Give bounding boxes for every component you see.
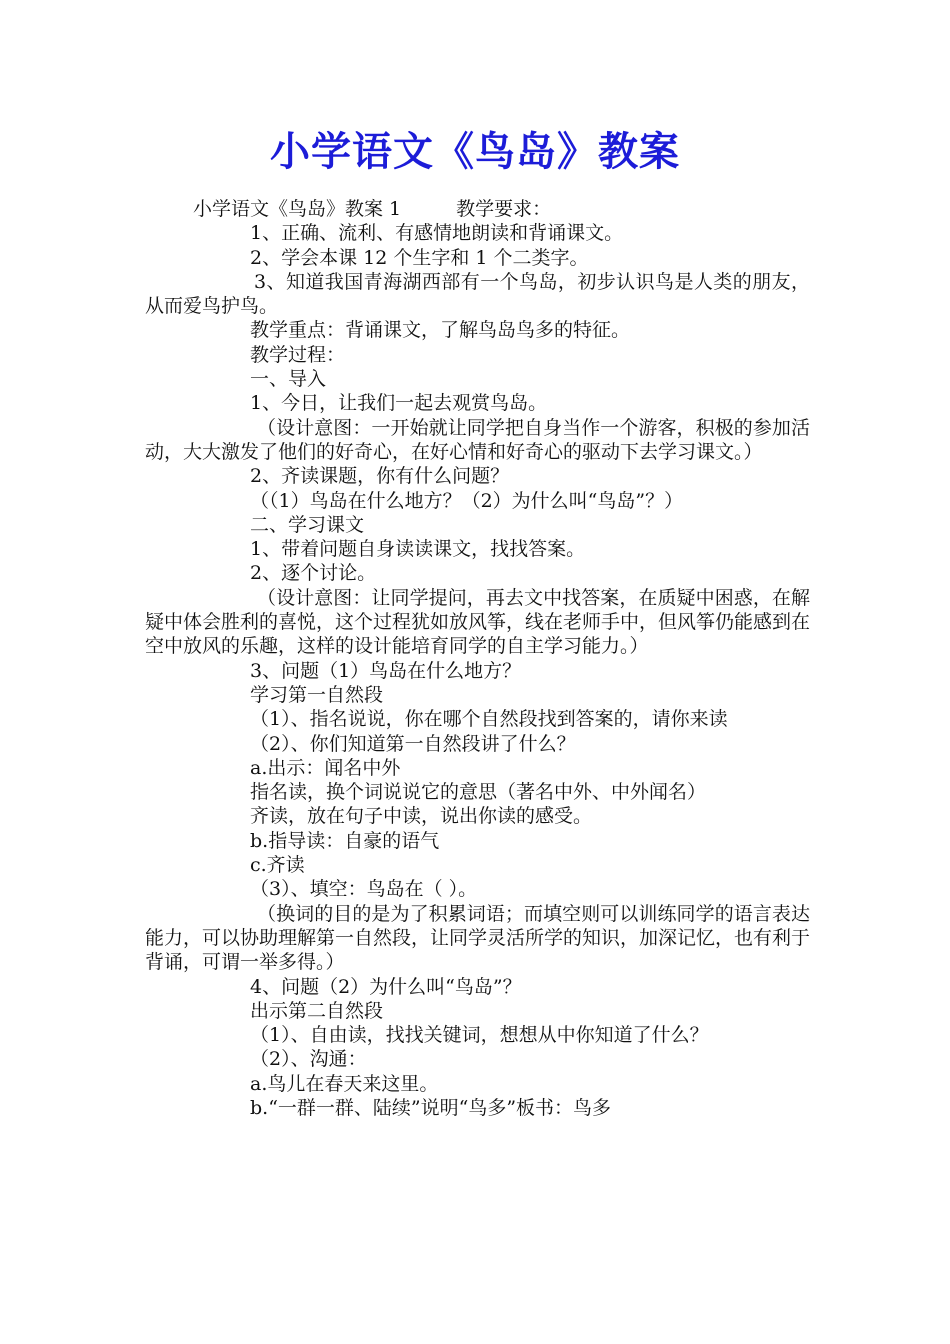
paragraph: （（1）鸟岛在什么地方？（2）为什么叫“鸟岛”？） [250,489,684,512]
paragraph: 4、问题（2）为什么叫“鸟岛”？ [250,975,522,998]
design-intent-note: （设计意图：一开始就让同学把自身当作一个游客，积极的参加活动，大大激发了他们的好奇心，在好心情和好奇心的驱动下去学习课文。） [145,416,810,463]
teaching-requirements-label: 教学要求： [456,198,552,220]
paragraph: 2、齐读课题，你有什么问题？ [250,465,510,488]
paragraph: 2、学会本课 12 个生字和 1 个二类字。 [250,246,589,269]
document-title: 小学语文《鸟岛》教案 [270,128,680,175]
paragraph: 1、今日，让我们一起去观赏鸟岛。 [250,392,548,415]
paragraph-heading-line [145,197,810,221]
lesson-heading: 小学语文《鸟岛》教案 1 [193,198,402,220]
paragraph: 教学过程： [250,343,346,366]
paragraph: （2）、沟通： [250,1048,367,1071]
section-heading: 一、导入 [250,368,327,391]
paragraph: （2）、你们知道第一自然段讲了什么？ [250,732,576,755]
paragraph: 教学重点：背诵课文，了解鸟岛鸟多的特征。 [250,319,631,342]
document-body [145,197,810,1120]
paragraph: b.指导读：自豪的语气 [250,829,440,852]
paragraph: （3）、填空：鸟岛在（ ）。 [250,878,478,901]
paragraph: a.鸟儿在春天来这里。 [250,1072,439,1095]
paragraph: 齐读，放在句子中读，说出你读的感受。 [250,805,593,828]
paragraph: 学习第一自然段 [250,683,384,706]
paragraph: 3、知道我国青海湖西部有一个鸟岛，初步认识鸟是人类的朋友，从而爱鸟护鸟。 [145,270,810,318]
paragraph: 1、正确、流利、有感情地朗读和背诵课文。 [250,222,624,245]
paragraph: （1）、指名说说，你在哪个自然段找到答案的，请你来读 [250,708,728,731]
paragraph: 1、带着问题自身读读课文，找找答案。 [250,538,586,561]
paragraph: 2、逐个讨论。 [250,562,377,585]
paragraph: 指名读，换个词说说它的意思（著名中外、中外闻名） [250,781,707,804]
design-intent-note: （换词的目的是为了积累词语；而填空则可以训练同学的语言表达能力，可以协助理解第一自然段，让同学灵活所学的知识，加深记忆，也有利于背诵，可谓一举多得。） [145,902,811,974]
paragraph: 出示第二自然段 [250,999,384,1022]
paragraph: 3、问题（1）鸟岛在什么地方？ [250,659,522,682]
paragraph: b.“一群一群、陆续”说明“鸟多”板书：鸟多 [250,1096,612,1119]
paragraph: c.齐读 [250,854,305,877]
design-intent-note: （设计意图：让同学提问，再去文中找答案，在质疑中困惑，在解疑中体会胜利的喜悦，这个过程犹如放风筝，线在老师手中，但风筝仍能感到在空中放风的乐趣，这样的设计能培育同学的自主学习能力。） [145,586,811,658]
paragraph: a.出示：闻名中外 [250,756,401,779]
section-heading: 二、学习课文 [250,513,365,536]
paragraph: （1）、自由读，找找关键词，想想从中你知道了什么？ [250,1024,709,1047]
